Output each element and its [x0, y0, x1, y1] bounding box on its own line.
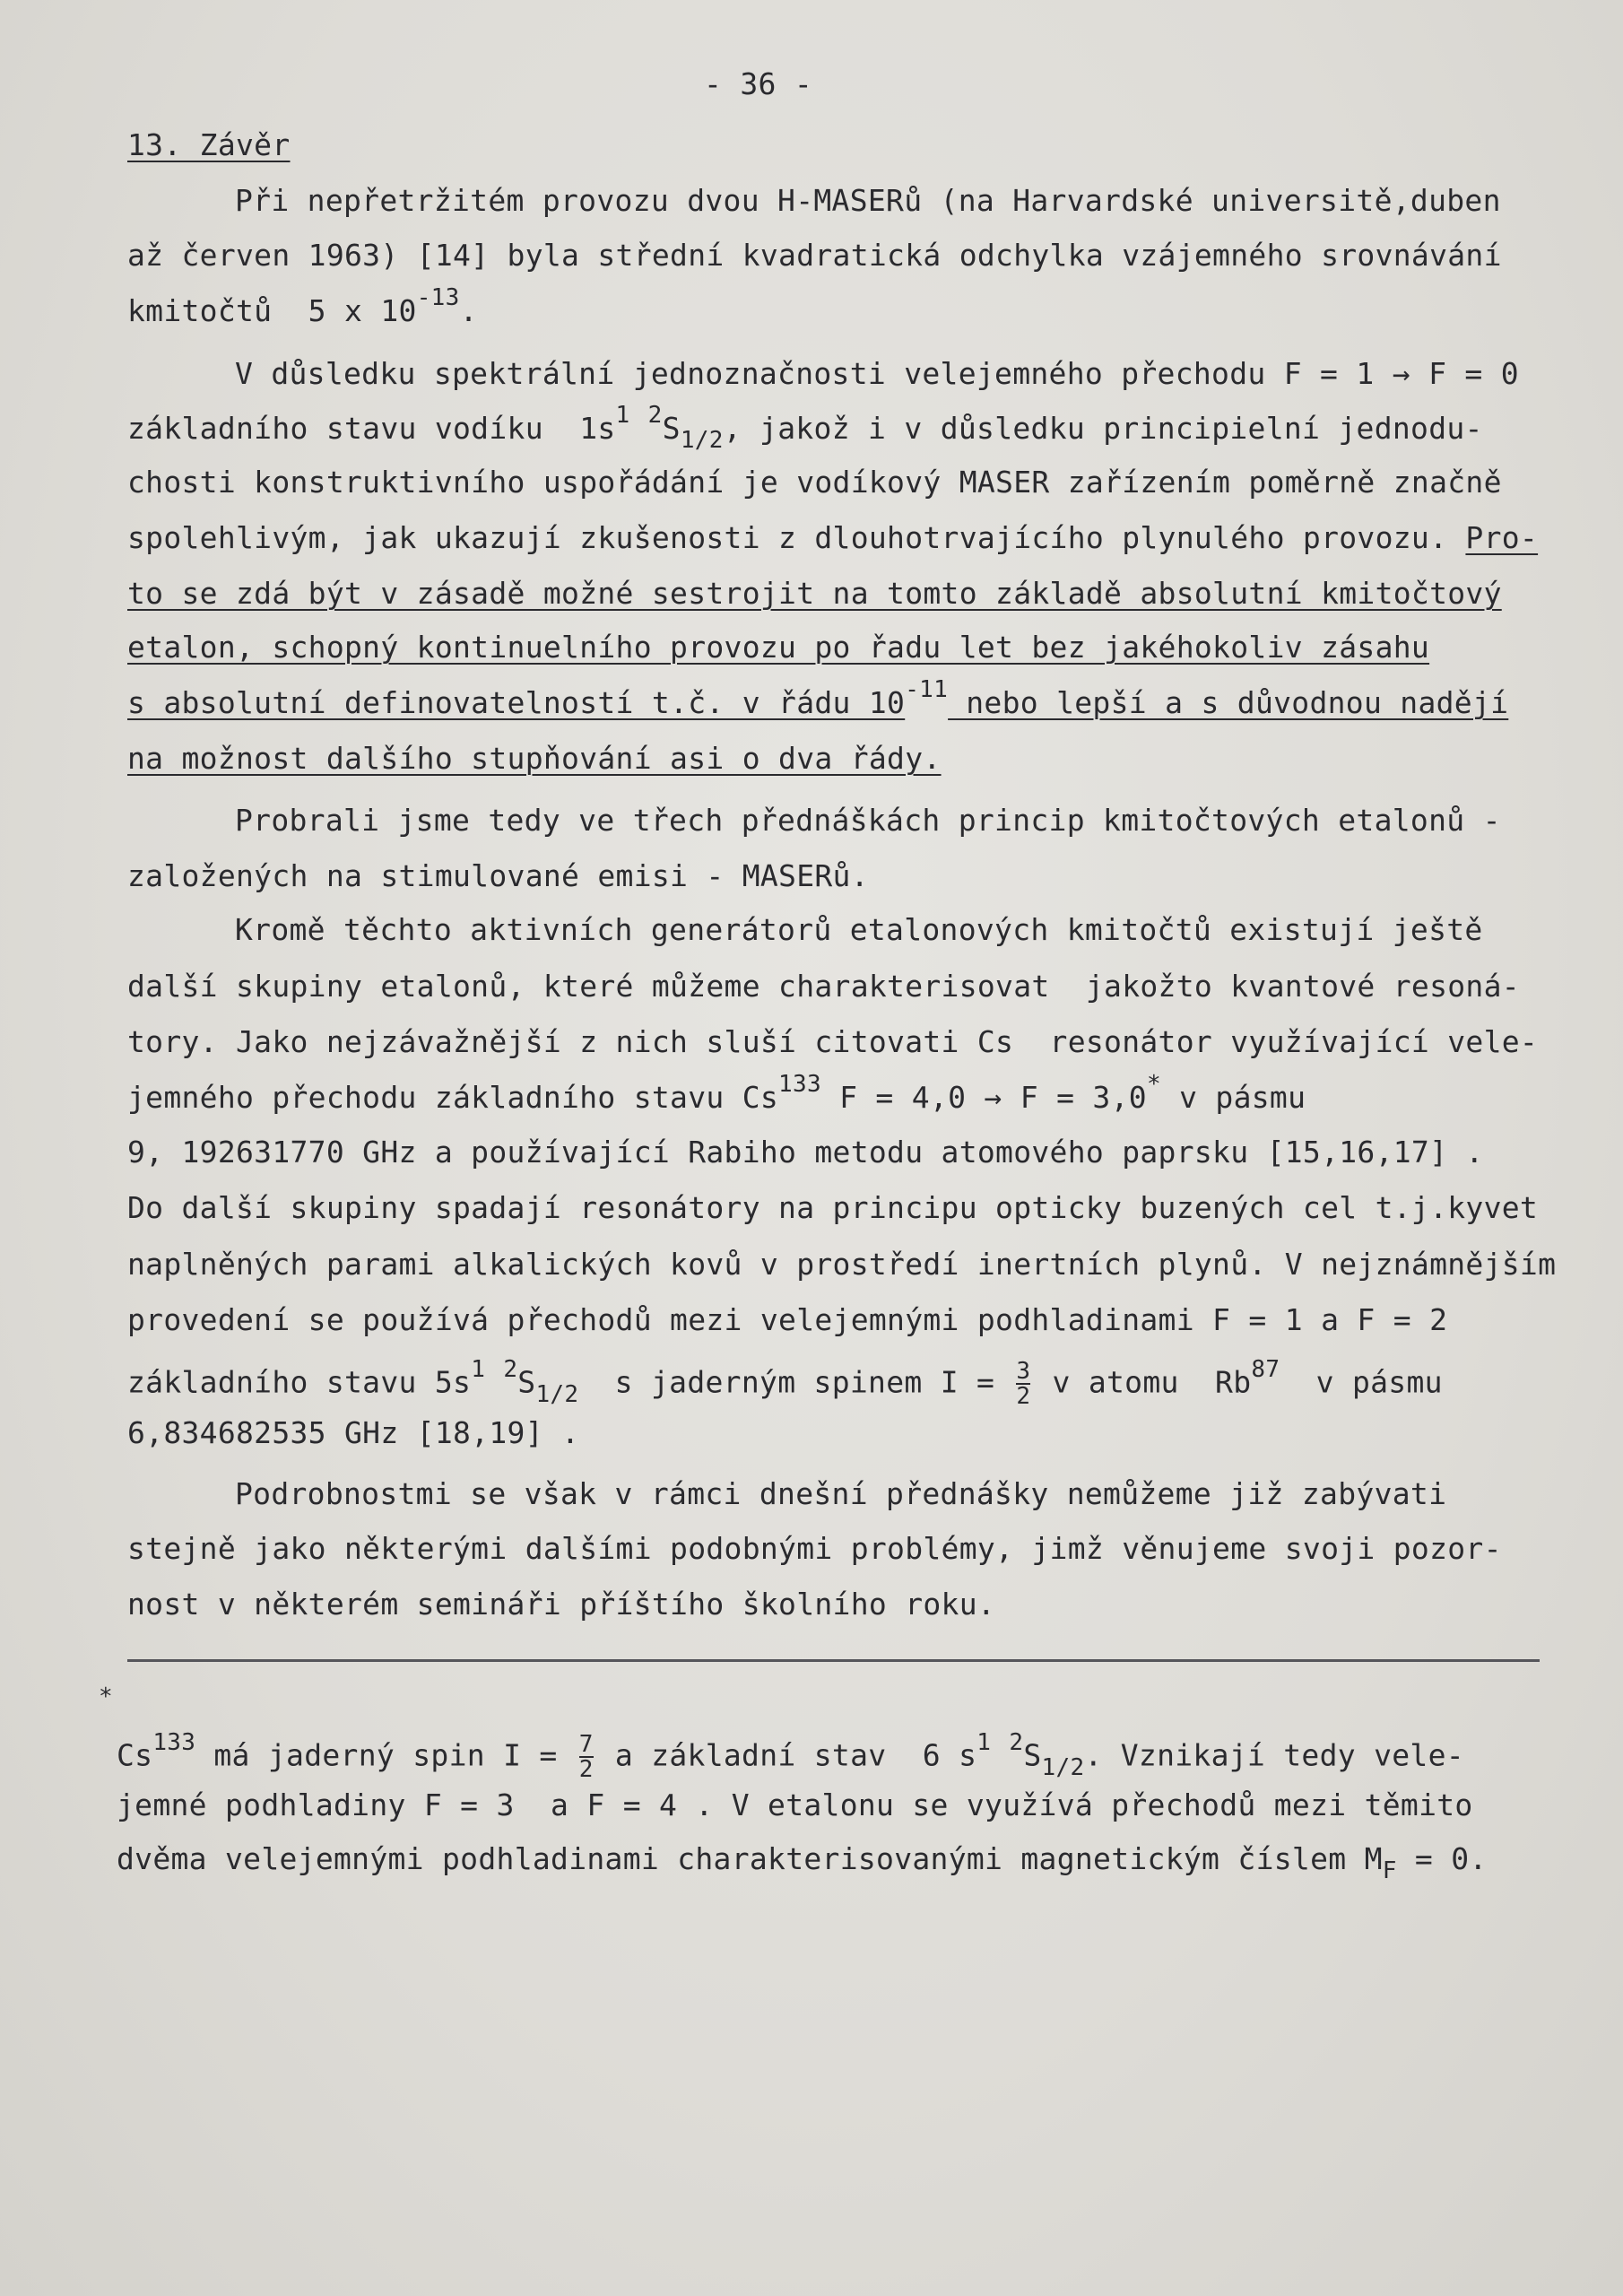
- paragraph-2-line-4: spolehlivým, jak ukazují zkušenosti z dlouhotrvajícího plynulého provozu. Pro-: [127, 520, 1539, 555]
- footnote-line-1: Cs$^{133}$ má jaderný spin I = $\frac{7}{2}$ a základní stav 6 $s^1$ $^2S_{1/2}$. Vznikají tedy vele-: [117, 1728, 1464, 1783]
- paragraph-2-line-8: na možnost dalšího stupňování asi o dva řády.: [127, 741, 942, 776]
- paragraph-5-line-3: nost v některém semináři příštího školního roku.: [127, 1587, 996, 1622]
- paragraph-2-line-6: etalon, schopný kontinuelního provozu po řadu let bez jakéhokoliv zásahu: [127, 630, 1430, 665]
- paragraph-4-line-10: 6,834682535 GHz [18,19] .: [127, 1415, 580, 1450]
- paragraph-1-line-3: kmitočtů 5 x $10^{-13}$.: [127, 284, 478, 328]
- footnote-line-2: jemné podhladiny F = 3 a F = 4 . V etalonu se využívá přechodů mezi těmito: [117, 1787, 1473, 1822]
- paragraph-2-line-1: V důsledku spektrální jednoznačnosti velejemného přechodu F = 1 → F = 0: [235, 356, 1519, 391]
- page-number: - 36 -: [704, 66, 813, 101]
- footnote-star: *: [99, 1683, 113, 1710]
- paragraph-4-line-8: provedení se používá přechodů mezi velejemnými podhladinami F = 1 a F = 2: [127, 1302, 1448, 1337]
- paragraph-4-line-9: základního stavu $5s^1$ $^2S_{1/2}$ s jaderným spinem I = $\frac{3}{2}$ v atomu Rb$^{87}$ v pásmu: [127, 1355, 1443, 1410]
- spin-fraction: $\frac{3}{2}$: [1016, 1358, 1031, 1410]
- paragraph-3-line-2: založených na stimulované emisi - MASERů.: [127, 858, 869, 893]
- footnote-separator: [127, 1659, 1540, 1662]
- paragraph-2-line-2: základního stavu vodíku $1s^1$ $^2S_{1/2}$, jakož i v důsledku principielní jednodu-: [127, 402, 1483, 454]
- paragraph-2-line-7: s absolutní definovatelností t.č. v řádu $10^{-11}$ nebo lepší a s důvodnou nadějí: [127, 676, 1509, 720]
- paragraph-1-line-1: Při nepřetržitém provozu dvou H-MASERů (na Harvardské universitě,duben: [235, 183, 1501, 218]
- paragraph-4-line-5: 9, 192631770 GHz a používající Rabiho metodu atomového paprsku [15,16,17] .: [127, 1135, 1484, 1170]
- paragraph-4-line-2: další skupiny etalonů, které můžeme charakterisovat jakožto kvantové resoná-: [127, 969, 1520, 1004]
- paragraph-4-line-3: tory. Jako nejzávažnější z nich sluší citovati Cs resonátor využívající vele-: [127, 1024, 1539, 1059]
- paragraph-4-line-7: naplněných parami alkalických kovů v prostředí inertních plynů. V nejznámnějším: [127, 1247, 1557, 1282]
- section-heading: 13. Závěr: [127, 127, 291, 162]
- footnote-line-3: dvěma velejemnými podhladinami charakterisovanými magnetickým číslem $M_F = 0$.: [117, 1841, 1488, 1884]
- paragraph-4-line-6: Do další skupiny spadají resonátory na principu opticky buzených cel t.j.kyvet: [127, 1190, 1539, 1225]
- footnote-spin-fraction: $\frac{7}{2}$: [578, 1731, 594, 1783]
- paragraph-5-line-1: Podrobnostmi se však v rámci dnešní přednášky nemůžeme již zabývati: [235, 1476, 1447, 1511]
- paragraph-2-line-5: to se zdá být v zásadě možné sestrojit na tomto základě absolutní kmitočtový: [127, 576, 1502, 611]
- paragraph-1-line-2: až červen 1963) [14] byla střední kvadratická odchylka vzájemného srovnávání: [127, 238, 1502, 273]
- paragraph-2-line-3: chosti konstruktivního uspořádání je vodíkový MASER zařízením poměrně značně: [127, 465, 1502, 500]
- paragraph-4-line-4: jemného přechodu základního stavu Cs$^{133}$ F = 4,0 → F = 3,0* v pásmu: [127, 1071, 1306, 1115]
- paragraph-5-line-2: stejně jako některými dalšími podobnými problémy, jimž věnujeme svoji pozor-: [127, 1531, 1502, 1566]
- paragraph-4-line-1: Kromě těchto aktivních generátorů etalonových kmitočtů existují ještě: [235, 912, 1483, 947]
- paragraph-3-line-1: Probrali jsme tedy ve třech přednáškách princip kmitočtových etalonů -: [235, 803, 1501, 838]
